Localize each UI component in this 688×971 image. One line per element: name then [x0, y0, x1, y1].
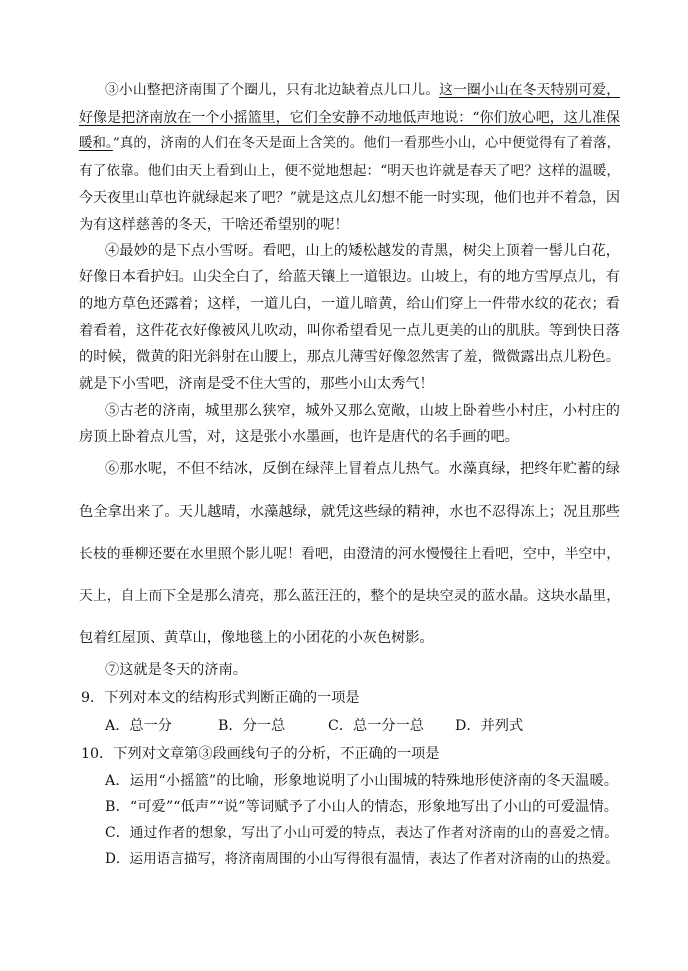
para3-underlined-sentence-end: 暖和。: [79, 136, 113, 151]
question-9-stem: 9．下列对本文的结构形式判断正确的一项是: [81, 690, 360, 706]
para6-line3: 长枝的垂柳还要在水里照个影儿呢！看吧，由澄清的河水慢慢往上看吧，空中，半空中，: [79, 546, 620, 562]
para6-line4: 天上，自上而下全是那么清亮，那么蓝汪汪的，整个的是块空灵的蓝水晶。这块水晶里，: [79, 588, 620, 604]
question-9-option-c: C．总一分一总: [328, 718, 424, 734]
para7-line: ⑦这就是冬天的济南。: [105, 662, 247, 678]
question-9-options: [105, 714, 585, 738]
question-10-option-a: A．运用“小摇篮”的比喻，形象地说明了小山围城的特殊地形使济南的冬天温暖。: [105, 773, 618, 789]
para3-line6: 为有这样慈善的冬天，干啥还希望别的呢！: [79, 217, 349, 233]
para3-line2: [79, 106, 620, 130]
question-9-option-d: D．并列式: [455, 718, 524, 734]
para3-line1: [105, 78, 620, 102]
para3-line4: 有了依靠。他们由天上看到山上，便不觉地想起：“明天也许就是春天了吧？这样的温暖，: [79, 163, 620, 179]
para4-line5: 的时候，微黄的阳光斜射在山腰上，那点儿薄雪好像忽然害了羞，微微露出点儿粉色。: [79, 349, 620, 365]
para5-line2: 房顶上卧着点儿雪，对，这是张小水墨画，也许是唐代的名手画的吧。: [79, 429, 519, 445]
para3-line1-text: ③小山整把济南围了个圈儿，只有北边缺着点儿口儿。: [105, 82, 440, 98]
question-10-stem: 10．下列对文章第③段画线句子的分析，不正确的一项是: [81, 746, 440, 762]
para4-line6: 就是下小雪吧，济南是受不住大雪的，那些小山太秀气！: [79, 376, 434, 392]
para6-line1: ⑥那水呢，不但不结冰，反倒在绿萍上冒着点儿热气。水藻真绿，把终年贮蓄的绿: [105, 461, 620, 477]
para6-line5: 包着红屋顶、黄草山，像地毯上的小团花的小灰色树影。: [79, 630, 434, 646]
question-10-option-b: B．“可爱”“低声”“说”等词赋予了小山人的情态，形象地写出了小山的可爱温情。: [105, 799, 618, 815]
para3-underlined-sentence-start: 这一圈小山在冬天特别可爱，: [439, 82, 621, 98]
para5-line1: ⑤古老的济南，城里那么狭窄，城外又那么宽敞，山坡上卧着些小村庄，小村庄的: [105, 403, 620, 419]
para4-line1: ④最妙的是下点小雪呀。看吧，山上的矮松越发的青黑，树尖上顶着一髻儿白花，: [105, 243, 620, 259]
para3-line3-text: ”真的，济南的人们在冬天是面上含笑的。他们一看那些小山，心中便觉得有了着落，: [112, 136, 620, 151]
question-9-option-a: A．总一分: [105, 718, 172, 734]
para3-underlined-sentence-mid: 好像是把济南放在一个小摇篮里，它们全安静不动地低声地说：: [79, 110, 473, 126]
para3-underlined-quote: “你们放心吧，这儿准保: [472, 110, 620, 126]
para3-line3: [79, 132, 620, 156]
question-9-option-b: B．分一总: [218, 718, 286, 734]
para4-line4: 着看着，这件花衣好像被风儿吹动，叫你希望看见一点儿更美的山的肌肤。等到快日落: [79, 323, 620, 339]
para4-line3: 的地方草色还露着；这样，一道儿白，一道儿暗黄，给山们穿上一件带水纹的花衣；看: [79, 296, 620, 312]
para3-line5: 今天夜里山草也许就绿起来了吧？”就是这点儿幻想不能一时实现，他们也并不着急，因: [79, 190, 620, 206]
para4-line2: 好像日本看护妇。山尖全白了，给蓝天镶上一道银边。山坡上，有的地方雪厚点儿，有: [79, 269, 620, 285]
question-10-option-d: D．运用语言描写，将济南周围的小山写得很有温情，表达了作者对济南的山的热爱。: [105, 851, 619, 867]
question-10-option-c: C．通过作者的想象，写出了小山可爱的特点，表达了作者对济南的山的喜爱之情。: [105, 825, 618, 841]
para6-line2: 色全拿出来了。天儿越晴，水藻越绿，就凭这些绿的精神，水也不忍得冻上；况且那些: [79, 504, 620, 520]
